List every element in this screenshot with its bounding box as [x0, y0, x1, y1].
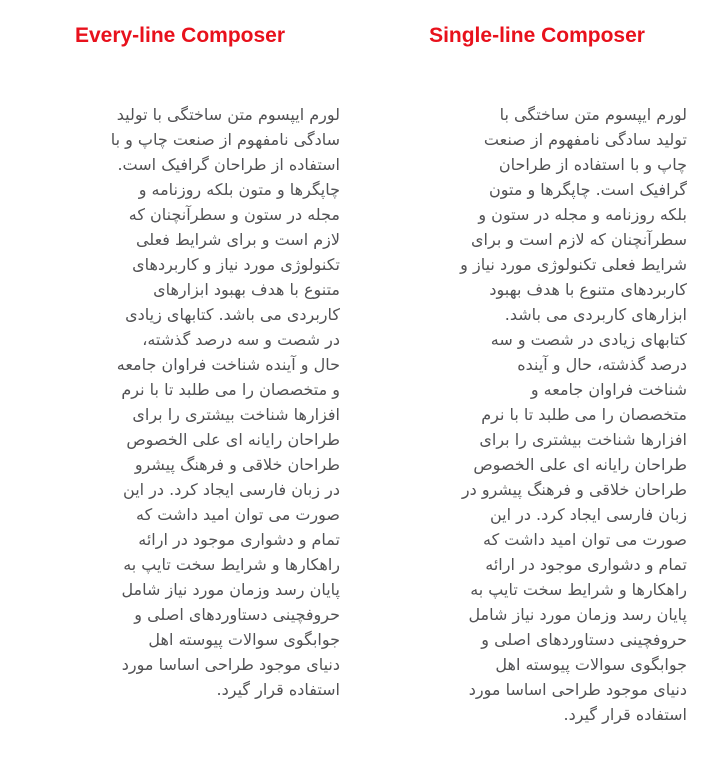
- text-line: درصد گذشته، حال و آینده: [517, 355, 687, 374]
- text-line: تکنولوژی مورد نیاز و کاربردهای: [132, 255, 340, 274]
- text-line: لورم ایپسوم متن ساختگی با تولید: [116, 105, 340, 124]
- text-line: افزارها شناخت بیشتری را برای: [479, 430, 687, 449]
- text-line: لورم ایپسوم متن ساختگی با: [499, 105, 687, 124]
- text-line: تولید سادگی نامفهوم از صنعت: [483, 130, 687, 149]
- text-line: چاپگرها و متون بلکه روزنامه و: [138, 180, 340, 199]
- text-line: حروفچینی دستاوردهای اصلی و: [481, 630, 687, 649]
- text-line: صورت می توان امید داشت که: [482, 530, 687, 549]
- text-line: جوابگوی سوالات پیوسته اهل: [148, 630, 340, 649]
- text-line: استفاده قرار گیرد.: [563, 705, 687, 724]
- text-line: در شصت و سه درصد گذشته،: [142, 330, 340, 349]
- text-line: استفاده از طراحان گرافیک است.: [117, 155, 340, 174]
- text-line: طراحان خلاقی و فرهنگ پیشرو در: [461, 480, 687, 499]
- text-line: استفاده قرار گیرد.: [216, 680, 340, 699]
- text-line: تمام و دشواری موجود در ارائه: [485, 555, 687, 574]
- text-line: در زبان فارسی ایجاد کرد. در این: [123, 480, 340, 499]
- text-line: بلکه روزنامه و مجله در ستون و: [478, 205, 687, 224]
- text-line: پایان رسد وزمان مورد نیاز شامل: [121, 580, 340, 599]
- text-line: طراحان رایانه ای علی الخصوص: [126, 430, 340, 449]
- text-line: سطرآنچنان که لازم است و برای: [471, 230, 687, 249]
- text-line: کتابهای زیادی در شصت و سه: [490, 330, 687, 349]
- text-line: دنیای موجود طراحی اساسا مورد: [121, 655, 340, 674]
- text-line: متنوع با هدف بهبود ابزارهای: [153, 280, 340, 299]
- every-line-composer-panel: [8, 24, 340, 702]
- text-line: و متخصصان را می طلبد تا با نرم: [121, 380, 340, 399]
- text-line: گرافیک است. چاپگرها و متون: [488, 180, 687, 199]
- text-line: مجله در ستون و سطرآنچنان که: [128, 205, 340, 224]
- text-line: ابزارهای کاربردی می باشد.: [504, 305, 687, 324]
- text-line: کاربردهای متنوع با هدف بهبود: [489, 280, 687, 299]
- text-line: سادگی نامفهوم از صنعت چاپ و با: [110, 130, 340, 149]
- text-line: جوابگوی سوالات پیوسته اهل: [495, 655, 687, 674]
- text-line: چاپ و با استفاده از طراحان: [498, 155, 687, 174]
- text-line: پایان رسد وزمان مورد نیاز شامل: [468, 605, 687, 624]
- text-line: دنیای موجود طراحی اساسا مورد: [468, 680, 687, 699]
- text-line: کاربردی می باشد. کتابهای زیادی: [125, 305, 340, 324]
- single-line-composer-text: [355, 102, 687, 727]
- text-line: تمام و دشواری موجود در ارائه: [138, 530, 340, 549]
- text-line: راهکارها و شرایط سخت تایپ به: [470, 580, 687, 599]
- single-line-composer-panel: [355, 24, 687, 727]
- text-line: لازم است و برای شرایط فعلی: [135, 230, 340, 249]
- text-line: راهکارها و شرایط سخت تایپ به: [123, 555, 340, 574]
- text-line: زبان فارسی ایجاد کرد. در این: [489, 505, 687, 524]
- text-line: شرایط فعلی تکنولوژی مورد نیاز و: [460, 255, 687, 274]
- every-line-composer-heading: Every-line Composer: [74, 24, 286, 47]
- single-line-composer-heading: Single-line Composer: [429, 24, 645, 47]
- text-line: صورت می توان امید داشت که: [135, 505, 340, 524]
- text-line: حروفچینی دستاوردهای اصلی و: [134, 605, 340, 624]
- text-line: طراحان خلاقی و فرهنگ پیشرو: [134, 455, 340, 474]
- text-line: شناخت فراوان جامعه و: [530, 380, 687, 399]
- text-line: حال و آینده شناخت فراوان جامعه: [116, 355, 340, 374]
- text-line: افزارها شناخت بیشتری را برای: [132, 405, 340, 424]
- text-line: طراحان رایانه ای علی الخصوص: [473, 455, 687, 474]
- every-line-composer-text: [8, 102, 340, 702]
- text-line: متخصصان را می طلبد تا با نرم: [481, 405, 687, 424]
